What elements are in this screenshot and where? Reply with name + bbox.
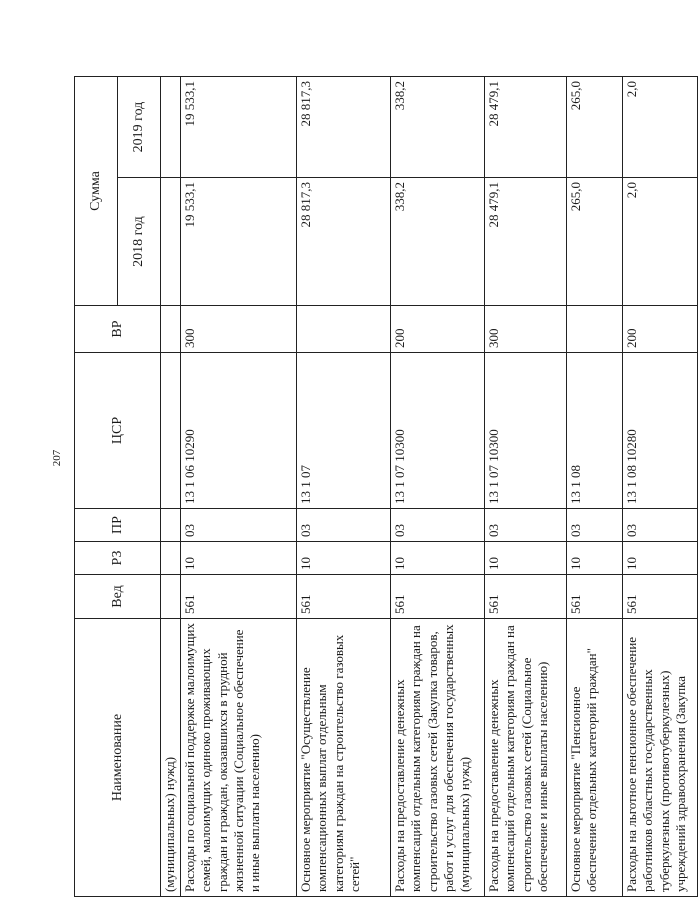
cell-vr [297, 306, 391, 353]
cell-2019: 19 533,1 [181, 77, 297, 178]
cell-pr: 03 [391, 509, 485, 542]
cell-2018 [161, 178, 181, 306]
cell-ved: 561 [485, 575, 567, 619]
table-row [567, 77, 623, 897]
cell-ved: 561 [567, 575, 623, 619]
cell-rz: 10 [485, 542, 567, 575]
table-row [391, 77, 485, 897]
cell-csr [161, 353, 181, 509]
cell-rz: 10 [567, 542, 623, 575]
cell-csr: 13 1 08 10280 [623, 353, 698, 509]
cell-pr: 03 [623, 509, 698, 542]
cell-rz [161, 542, 181, 575]
cell-name: Расходы на предоставление денежных компенсаций отдельным категориям граждан на строительство газовых сетей (Социальное обеспечение и иные выплаты населению) [485, 619, 567, 897]
cell-csr: 13 1 08 [567, 353, 623, 509]
cell-vr: 200 [623, 306, 698, 353]
cell-rz: 10 [297, 542, 391, 575]
cell-vr [567, 306, 623, 353]
cell-pr [161, 509, 181, 542]
cell-csr: 13 1 07 10300 [485, 353, 567, 509]
header-ved: Вед [75, 575, 161, 619]
cell-2019 [161, 77, 181, 178]
page-number: 207 [51, 449, 63, 467]
header-csr: ЦСР [75, 353, 161, 509]
cell-name: (муниципальных) нужд) [161, 619, 181, 897]
header-vr: ВР [75, 306, 161, 353]
cell-csr: 13 1 06 10290 [181, 353, 297, 509]
cell-rz: 10 [391, 542, 485, 575]
cell-pr: 03 [567, 509, 623, 542]
cell-ved: 561 [297, 575, 391, 619]
cell-name: Основное мероприятие "Пенсионное обеспечение отдельных категорий граждан" [567, 619, 623, 897]
cell-name: Основное мероприятие "Осуществление компенсационных выплат отдельным категориям граждан на строительство газовых сетей" [297, 619, 391, 897]
cell-rz: 10 [181, 542, 297, 575]
cell-name: Расходы на льготное пенсионное обеспечение работников областных государственных туберкулезных (противотуберкулезных) учреждений здравоохранения (Закупка [623, 619, 698, 897]
header-rz: РЗ [75, 542, 161, 575]
header-year-2018: 2018 год [118, 178, 161, 306]
cell-vr [161, 306, 181, 353]
cell-2019: 338,2 [391, 77, 485, 178]
cell-vr: 300 [485, 306, 567, 353]
cell-2019: 28 479,1 [485, 77, 567, 178]
cell-csr: 13 1 07 [297, 353, 391, 509]
cell-2018: 28 479,1 [485, 178, 567, 306]
cell-2018: 28 817,3 [297, 178, 391, 306]
cell-rz: 10 [623, 542, 698, 575]
table-body [161, 77, 698, 897]
budget-table [74, 76, 698, 897]
cell-2018: 2,0 [623, 178, 698, 306]
cell-2019: 265,0 [567, 77, 623, 178]
cell-2018: 19 533,1 [181, 178, 297, 306]
cell-csr: 13 1 07 10300 [391, 353, 485, 509]
header-row-top [75, 77, 118, 897]
table-row [297, 77, 391, 897]
header-year-2019: 2019 год [118, 77, 161, 178]
header-pr: ПР [75, 509, 161, 542]
table-row [623, 77, 698, 897]
cell-pr: 03 [485, 509, 567, 542]
cell-name: Расходы на предоставление денежных компенсаций отдельным категориям граждан на строительство газовых сетей (Закупка товаров, работ и услуг для обеспечения государственных (муниципальных) нужд) [391, 619, 485, 897]
table-row [485, 77, 567, 897]
table-row [161, 77, 181, 897]
cell-name: Расходы по социальной поддержке малоимущих семей, малоимущих одиноко проживающих граждан и граждан, оказавшихся в трудной жизненной ситуации (Социальное обеспечение и иные выплаты населению) [181, 619, 297, 897]
cell-ved: 561 [181, 575, 297, 619]
cell-vr: 200 [391, 306, 485, 353]
cell-pr: 03 [297, 509, 391, 542]
cell-ved [161, 575, 181, 619]
header-sum: Сумма [75, 77, 118, 306]
cell-2019: 2,0 [623, 77, 698, 178]
rotated-page-content [72, 68, 688, 905]
cell-2018: 265,0 [567, 178, 623, 306]
cell-pr: 03 [181, 509, 297, 542]
table-row [181, 77, 297, 897]
cell-ved: 561 [623, 575, 698, 619]
cell-2018: 338,2 [391, 178, 485, 306]
cell-ved: 561 [391, 575, 485, 619]
cell-2019: 28 817,3 [297, 77, 391, 178]
cell-vr: 300 [181, 306, 297, 353]
header-name: Наименование [75, 619, 161, 897]
